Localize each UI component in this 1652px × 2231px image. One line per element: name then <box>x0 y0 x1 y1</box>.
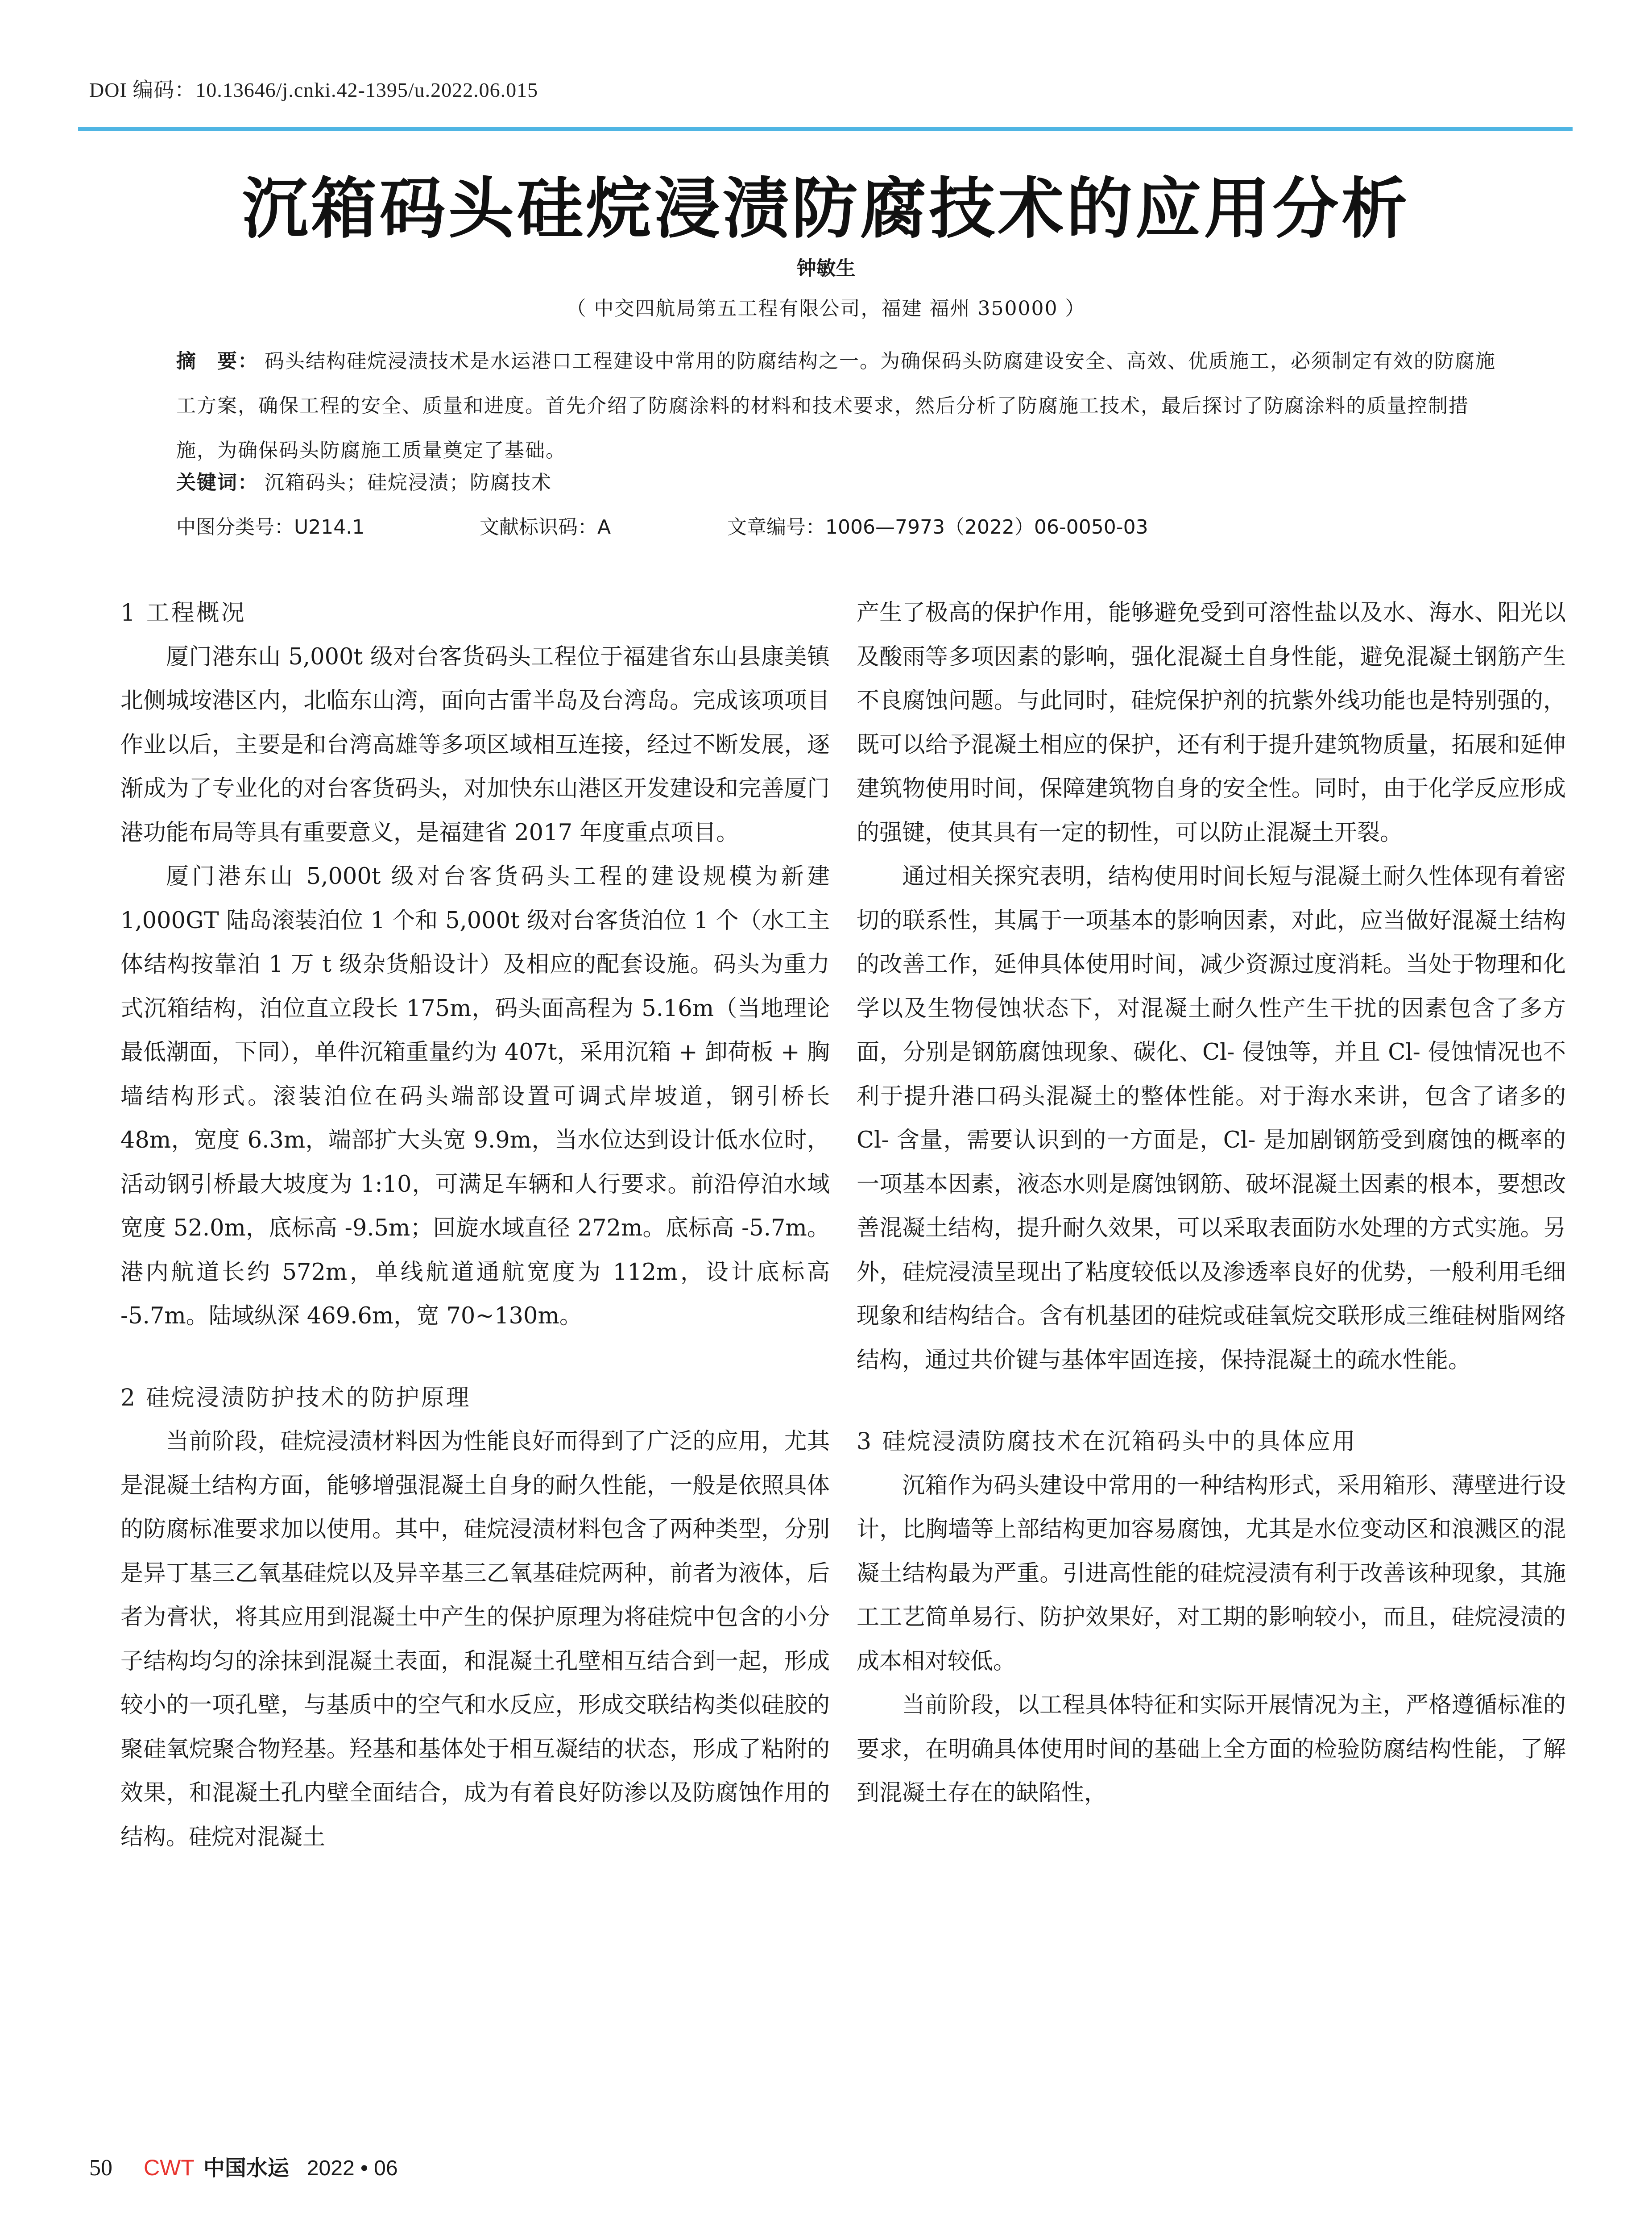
journal-name: 中国水运 <box>203 2156 289 2181</box>
section-3-paragraph-2: 当前阶段，以工程具体特征和实际开展情况为主，严格遵循标准的要求，在明确具体使用时间的基础上全方面的检验防腐结构性能，了解到混凝土存在的缺陷性， <box>857 1692 1566 1806</box>
journal-issue: 2022 • 06 <box>306 2156 398 2180</box>
keywords-text: 沉箱码头；硅烷浸渍；防腐技术 <box>265 471 552 494</box>
page-number: 50 <box>89 2155 112 2181</box>
abstract <box>176 339 1497 473</box>
abstract-label: 摘 要： <box>176 350 258 373</box>
section-2-paragraph-1: 当前阶段，硅烷浸渍材料因为性能良好而得到了广泛的应用，尤其是混凝土结构方面，能够增强混凝土自身的耐久性能，一般是依照具体的防腐标准要求加以使用。其中，硅烷浸渍材料包含了两种类型，分别是异丁基三乙氧基硅烷以及异辛基三乙氧基硅烷两种，前者为液体，后者为膏状，将其应用到混凝土中产生的保护原理为将硅烷中包含的小分子结构均匀的涂抹到混凝土表面，和混凝土孔壁相互结合到一起，形成较小的一项孔壁，与基质中的空气和水反应，形成交联结构类似硅胶的聚硅氧烷聚合物羟基。羟基和基体处于相互凝结的状态，形成了粘附的效果，和混凝土孔内壁全面结合，成为有着良好防渗以及防腐蚀作用的结构。硅烷对混凝土 <box>120 1428 830 1850</box>
right-column <box>857 591 1566 1816</box>
classification-line <box>176 511 1515 542</box>
section-2-heading: 2 硅烷浸渍防护技术的防护原理 <box>120 1384 471 1411</box>
header-rule <box>78 127 1573 131</box>
section-1-paragraph-1: 厦门港东山 5,000t 级对台客货码头工程位于福建省东山县康美镇北侧城垵港区内，北临东山湾，面向古雷半岛及台湾岛。完成该项项目作业以后，主要是和台湾高雄等多项区域相互连接，经过不断发展，逐渐成为了专业化的对台客货码头，对加快东山港区开发建设和完善厦门港功能布局等具有重要意义，是福建省 2017 年度重点项目。 <box>120 643 830 846</box>
author-name: 钟敏生 <box>796 257 856 280</box>
page-footer <box>89 2151 398 2186</box>
section-2-paragraph-1-continued: 产生了极高的保护作用，能够避免受到可溶性盐以及水、海水、阳光以及酸雨等多项因素的影响，强化混凝土自身性能，避免混凝土钢筋产生不良腐蚀问题。与此同时，硅烷保护剂的抗紫外线功能也是特别强的，既可以给予混凝土相应的保护，还有利于提升建筑物质量，拓展和延伸建筑物使用时间，保障建筑物自身的安全性。同时，由于化学反应形成的强键，使其具有一定的韧性，可以防止混凝土开裂。 <box>857 600 1566 846</box>
author-affiliation: （ 中交四航局第五工程有限公司，福建 福州 350000 ） <box>566 297 1086 320</box>
section-3-heading: 3 硅烷浸渍防腐技术在沉箱码头中的具体应用 <box>857 1428 1357 1455</box>
keywords-label: 关键词： <box>176 471 258 494</box>
journal-brand: CWT <box>144 2155 195 2180</box>
section-gap <box>857 1382 1566 1420</box>
clc-number: 中图分类号：U214.1 <box>176 516 365 539</box>
doi-code: DOI 编码：10.13646/j.cnki.42-1395/u.2022.06.015 <box>89 79 538 101</box>
document-code: 文献标识码：A <box>480 516 611 539</box>
section-3-paragraph-1: 沉箱作为码头建设中常用的一种结构形式，采用箱形、薄壁进行设计，比胸墙等上部结构更加容易腐蚀，尤其是水位变动区和浪溅区的混凝土结构最为严重。引进高性能的硅烷浸渍有利于改善该种现象，其施工工艺简单易行、防护效果好，对工期的影响较小，而且，硅烷浸渍的成本相对较低。 <box>857 1472 1566 1675</box>
article-number: 文章编号：1006—7973（2022）06-0050-03 <box>727 516 1148 539</box>
section-1-heading: 1 工程概况 <box>120 600 246 626</box>
keywords <box>176 466 552 495</box>
section-gap <box>120 1339 830 1376</box>
section-1-paragraph-2: 厦门港东山 5,000t 级对台客货码头工程的建设规模为新建 1,000GT 陆岛滚装泊位 1 个和 5,000t 级对台客货泊位 1 个（水工主体结构按靠泊 1 万 t 级杂货船设计）及相应的配套设施。码头为重力式沉箱结构，泊位直立段长 175m，码头面高程为 5.16m（当地理论最低潮面，下同），单件沉箱重量约为 407t，采用沉箱 + 卸荷板 + 胸墙结构形式。滚装泊位在码头端部设置可调式岸坡道，钢引桥长 48m，宽度 6.3m，端部扩大头宽 9.9m，当水位达到设计低水位时，活动钢引桥最大坡度为 1:10，可满足车辆和人行要求。前沿停泊水域宽度 52.0m，底标高 -9.5m；回旋水域直径 272m。底标高 -5.7m。港内航道长约 572m，单线航道通航宽度为 112m，设计底标高 -5.7m。陆域纵深 469.6m，宽 70~130m。 <box>120 863 830 1329</box>
article-title: 沉箱码头硅烷浸渍防腐技术的应用分析 <box>242 170 1410 247</box>
left-column <box>120 591 830 1859</box>
section-2-paragraph-2: 通过相关探究表明，结构使用时间长短与混凝土耐久性体现有着密切的联系性，其属于一项基本的影响因素，对此，应当做好混凝土结构的改善工作，延伸具体使用时间，减少资源过度消耗。当处于物理和化学以及生物侵蚀状态下，对混凝土耐久性产生干扰的因素包含了多方面，分别是钢筋腐蚀现象、碳化、Cl- 侵蚀等，并且 Cl- 侵蚀情况也不利于提升港口码头混凝土的整体性能。对于海水来讲，包含了诸多的 Cl- 含量，需要认识到的一方面是，Cl- 是加剧钢筋受到腐蚀的概率的一项基本因素，液态水则是腐蚀钢筋、破坏混凝土因素的根本，要想改善混凝土结构，提升耐久效果，可以采取表面防水处理的方式实施。另外，硅烷浸渍呈现出了粘度较低以及渗透率良好的优势，一般利用毛细现象和结构结合。含有机基团的硅烷或硅氧烷交联形成三维硅树脂网络结构，通过共价键与基体牢固连接，保持混凝土的疏水性能。 <box>857 863 1566 1373</box>
abstract-text: 码头结构硅烷浸渍技术是水运港口工程建设中常用的防腐结构之一。为确保码头防腐建设安全、高效、优质施工，必须制定有效的防腐施工方案，确保工程的安全、质量和进度。首先介绍了防腐涂料的材料和技术要求，然后分析了防腐施工技术，最后探讨了防腐涂料的质量控制措施，为确保码头防腐施工质量奠定了基础。 <box>176 350 1496 462</box>
